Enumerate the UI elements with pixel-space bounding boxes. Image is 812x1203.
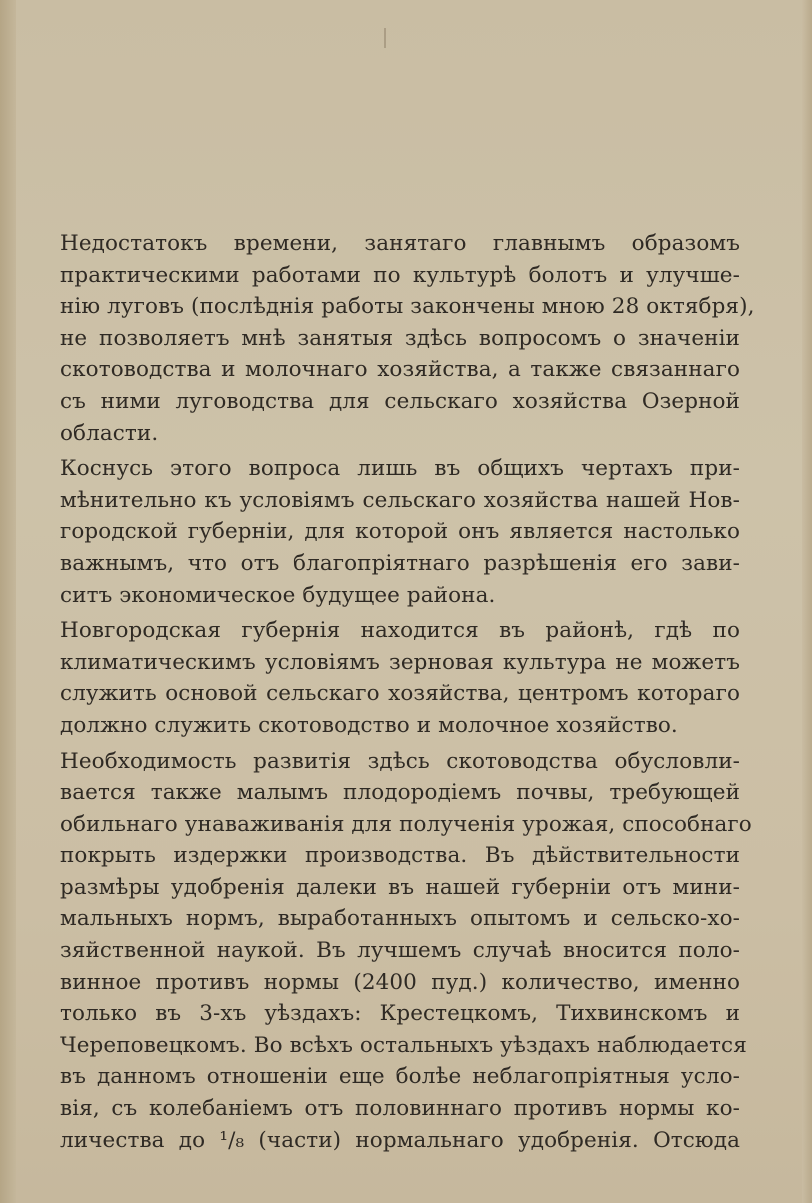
- text-line: мѣнительно къ условіямъ сельскаго хозяйства нашей Нов-: [60, 487, 740, 513]
- page-left-edge: [0, 0, 16, 1203]
- text-line: служить основой сельскаго хозяйства, центромъ котораго: [60, 681, 740, 707]
- paragraph-3: [60, 615, 740, 741]
- text-line: должно служить скотоводство и молочное хозяйство.: [60, 712, 678, 738]
- text-line: ситъ экономическое будущее района.: [60, 582, 496, 608]
- text-line: размѣры удобренія далеки въ нашей губерніи отъ мини-: [60, 874, 740, 900]
- paragraph-1: [60, 228, 755, 449]
- text-line: нію луговъ (послѣднія работы закончены мною 28 октября),: [60, 294, 755, 320]
- page-mark: [384, 28, 386, 48]
- text-line: скотоводства и молочнаго хозяйства, а также связаннаго: [60, 357, 740, 383]
- text-line: не позволяетъ мнѣ занятыя здѣсь вопросомъ о значеніи: [60, 325, 740, 351]
- paragraph-2: [60, 453, 740, 611]
- text-line: Новгородская губернія находится въ районѣ, гдѣ по: [60, 618, 740, 644]
- page-right-edge: [802, 0, 812, 1203]
- text-line: Необходимость развитія здѣсь скотоводства обусловли-: [60, 748, 740, 774]
- text-line: зяйственной наукой. Въ лучшемъ случаѣ вносится поло-: [60, 938, 740, 964]
- text-line: Череповецкомъ. Во всѣхъ остальныхъ уѣздахъ наблюдается: [60, 1032, 747, 1058]
- text-line: личества до ¹/₈ (части) нормальнаго удобренія. Отсюда: [60, 1127, 740, 1153]
- text-line: городской губерніи, для которой онъ является настолько: [60, 519, 740, 545]
- text-line-underlined: вается также малымъ плодородіемъ почвы, требующей: [60, 780, 740, 806]
- text-line: практическими работами по культурѣ болотъ и улучше-: [60, 262, 740, 288]
- text-line: вія, съ колебаніемъ отъ половиннаго противъ нормы ко-: [60, 1096, 740, 1122]
- paragraph-4: [60, 746, 752, 1157]
- text-line: съ ними луговодства для сельскаго хозяйства Озерной: [60, 388, 740, 414]
- text-line: области.: [60, 420, 159, 446]
- text-line: покрыть издержки производства. Въ дѣйствительности: [60, 843, 740, 869]
- text-line: климатическимъ условіямъ зерновая культура не можетъ: [60, 649, 740, 675]
- text-line: Недостатокъ времени, занятаго главнымъ образомъ: [60, 231, 740, 256]
- text-line: обильнаго унаваживанія для полученія урожая, способнаго: [60, 811, 752, 837]
- body-text: [60, 228, 755, 1160]
- text-line: Коснусь этого вопроса лишь въ общихъ чертахъ при-: [60, 456, 740, 482]
- text-line: въ данномъ отношеніи еще болѣе неблагопріятныя усло-: [60, 1064, 740, 1090]
- text-line: винное противъ нормы (2400 пуд.) количество, именно: [60, 969, 740, 995]
- text-line: важнымъ, что отъ благопріятнаго разрѣшенія его зави-: [60, 550, 740, 576]
- text-line: только въ 3-хъ уѣздахъ: Крестецкомъ, Тихвинскомъ и: [60, 1001, 740, 1027]
- text-line: мальныхъ нормъ, выработанныхъ опытомъ и сельско-хо-: [60, 906, 740, 932]
